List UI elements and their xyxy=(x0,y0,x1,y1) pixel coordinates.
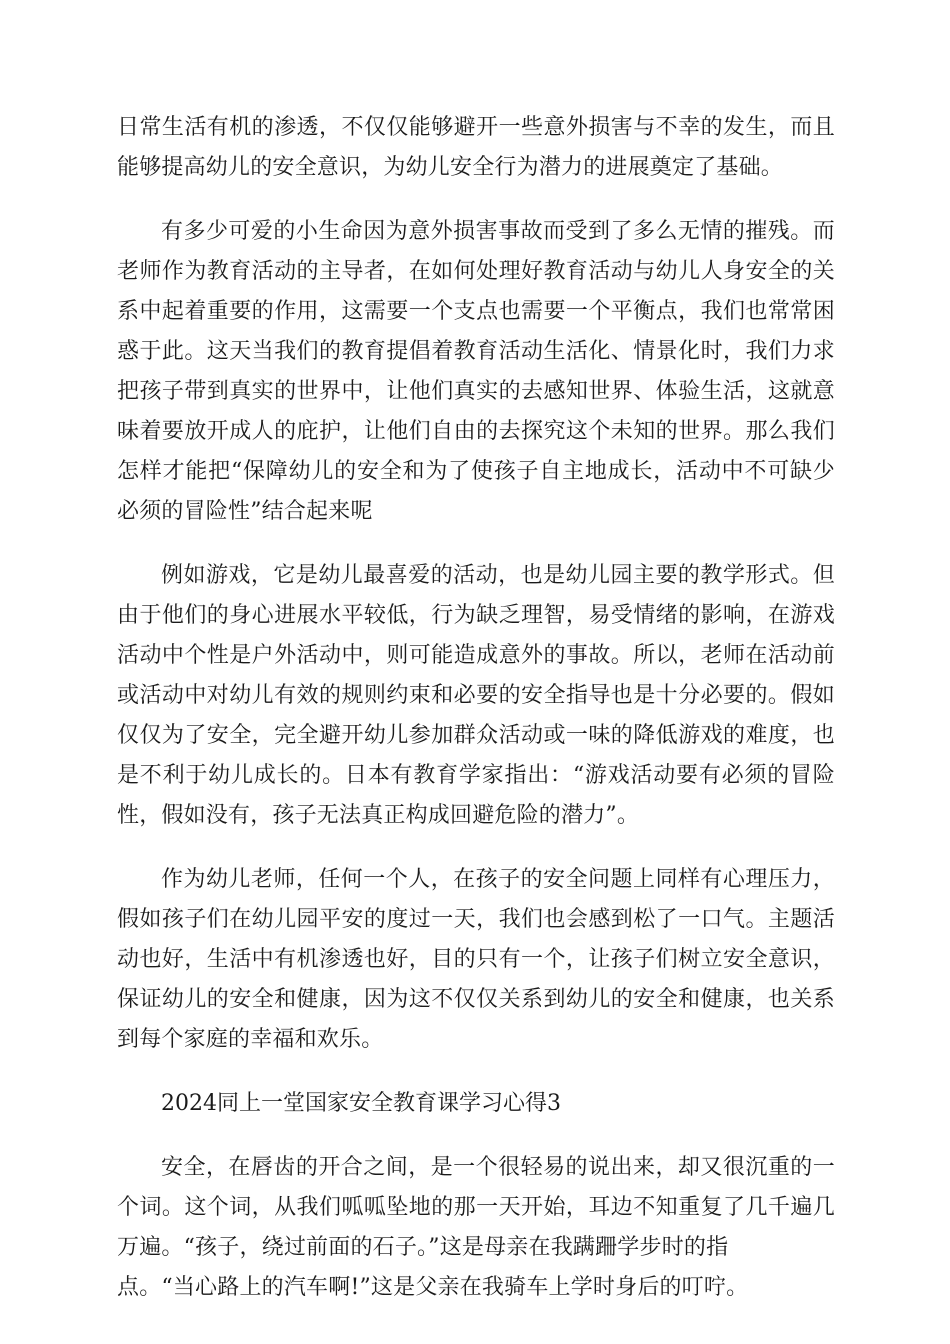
paragraph-safety-word-line-2: 点。“当心路上的汽车啊!”这是父亲在我骑车上学时身后的叮咛。 xyxy=(117,1275,749,1300)
paragraph-intro-continuation: 日常生活有机的渗透，不仅仅能够避开一些意外损害与不幸的发生，而且能够提高幼儿的安全意识，为幼儿安全行为潜力的进展奠定了基础。 xyxy=(117,115,835,180)
paragraph-safety-word xyxy=(117,1148,835,1308)
section-heading: 2024同上一堂国家安全教育课学习心得3 xyxy=(161,1091,561,1116)
document-body xyxy=(117,108,835,1308)
paragraph-teacher-pressure: 作为幼儿老师，任何一个人，在孩子的安全问题上同样有心理压力，假如孩子们在幼儿园平安的度过一天，我们也会感到松了一口气。主题活动也好，生活中有机渗透也好，目的只有一个，让孩子们树立安全意识，保证幼儿的安全和健康，因为这不仅仅关系到幼儿的安全和健康，也关系到每个家庭的幸福和欢乐。 xyxy=(117,867,835,1052)
paragraph-game-example: 例如游戏，它是幼儿最喜爱的活动，也是幼儿园主要的教学形式。但由于他们的身心进展水平较低，行为缺乏理智，易受情绪的影响，在游戏活动中个性是户外活动中，则可能造成意外的事故。所以，老师在活动前或活动中对幼儿有效的规则约束和必要的安全指导也是十分必要的。假如仅仅为了安全，完全避开幼儿参加群众活动或一味的降低游戏的难度，也是不利于幼儿成长的。日本有教育学家指出：“游戏活动要有必须的冒险性，假如没有，孩子无法真正构成回避危险的潜力”。 xyxy=(117,563,835,828)
paragraph-safety-balance: 有多少可爱的小生命因为意外损害事故而受到了多么无情的摧残。而老师作为教育活动的主导者，在如何处理好教育活动与幼儿人身安全的关系中起着重要的作用，这需要一个支点也需要一个平衡点，我们也常常困惑于此。这天当我们的教育提倡着教育活动生活化、情景化时，我们力求把孩子带到真实的世界中，让他们真实的去感知世界、体验生活，这就意味着要放开成人的庇护，让他们自由的去探究这个未知的世界。那么我们怎样才能把“保障幼儿的安全和为了使孩子自主地成长，活动中不可缺少必须的冒险性”结合起来呢 xyxy=(117,219,835,524)
paragraph-safety-word-line-1: 安全，在唇齿的开合之间，是一个很轻易的说出来，却又很沉重的一个词。这个词，从我们呱呱坠地的那一天开始，耳边不知重复了几千遍几万遍。“孩子，绕过前面的石子。”这是母亲在我蹒跚学步时的指 xyxy=(117,1155,835,1260)
